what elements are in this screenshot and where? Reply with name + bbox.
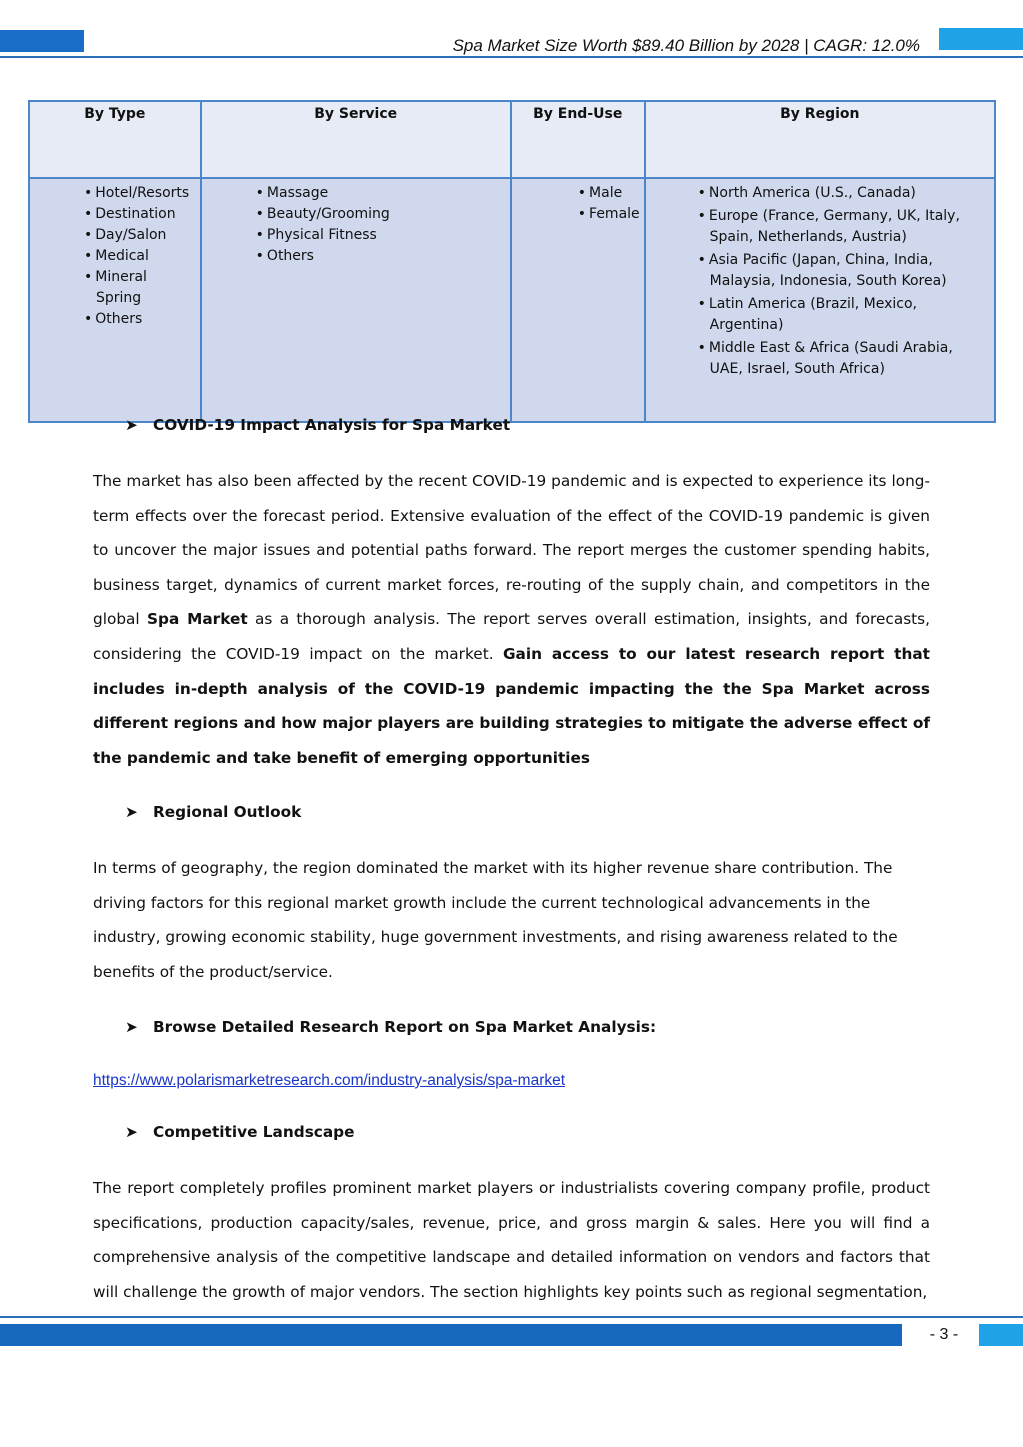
arrow-bullet-icon: ➤ [125, 1018, 138, 1036]
table-body-row [29, 178, 995, 422]
list-item: • Latin America (Brazil, Mexico, Argentina) [696, 294, 990, 336]
cell-by-type [29, 178, 201, 422]
paragraph-competitive: The report completely profiles prominent market players or industrialists covering company profile, product specifications, production capacity/sales, revenue, price, and gross margin & sales. Here you will find a comprehensive analysis of the competitive landscape and detailed information on vendors and factors that will challenge the growth of major vendors. The section highlights key points such as regional segmentation, [93, 1179, 930, 1301]
list-item: • Male [576, 183, 640, 204]
heading-text: Competitive Landscape [153, 1123, 355, 1141]
paragraph-regional: In terms of geography, the region dominated the market with its higher revenue share contribution. The driving factors for this regional market growth include the current technological advancements in the industry, growing economic stability, huge government investments, and rising awareness related to the benefits of the product/service. [93, 859, 898, 981]
arrow-bullet-icon: ➤ [125, 803, 138, 821]
segmentation-table [28, 100, 996, 423]
list-item: • North America (U.S., Canada) [696, 183, 990, 204]
arrow-bullet-icon: ➤ [125, 416, 138, 434]
header-rule [0, 56, 1023, 58]
header-left-accent [0, 30, 84, 52]
section-heading-covid [125, 416, 510, 434]
list-item: • Asia Pacific (Japan, China, India, Malaysia, Indonesia, South Korea) [696, 250, 990, 292]
header-by-region: By Region [645, 101, 995, 178]
list-item: • Hotel/Resorts [82, 183, 196, 204]
footer-bar [0, 1324, 902, 1346]
header-by-type: By Type [29, 101, 201, 178]
paragraph-covid [93, 464, 930, 775]
paragraph-bold-keyword: Spa Market [147, 610, 248, 629]
page-header-title: Spa Market Size Worth $89.40 Billion by 2028 | CAGR: 12.0% [452, 36, 920, 55]
heading-text: Browse Detailed Research Report on Spa Market Analysis: [153, 1018, 657, 1036]
arrow-bullet-icon: ➤ [125, 1123, 138, 1141]
footer-right-accent [979, 1324, 1023, 1346]
list-item: • Female [576, 204, 640, 225]
section-heading-competitive [125, 1123, 355, 1141]
list-item: • Others [254, 246, 506, 267]
header-by-service: By Service [201, 101, 511, 178]
cell-by-service [201, 178, 511, 422]
report-link[interactable]: https://www.polarismarketresearch.com/industry-analysis/spa-market [93, 1072, 566, 1089]
list-item: • Massage [254, 183, 506, 204]
header-by-end-use: By End-Use [511, 101, 645, 178]
list-item: • Destination [82, 204, 196, 225]
heading-text: Regional Outlook [153, 803, 302, 821]
section-heading-regional [125, 803, 301, 821]
cell-by-end-use [511, 178, 645, 422]
page-number: - 3 - [929, 1326, 959, 1343]
heading-text: COVID-19 Impact Analysis for Spa Market [153, 416, 511, 434]
header-right-accent [939, 28, 1023, 50]
list-item: • Medical [82, 246, 196, 267]
table-header-row [29, 101, 995, 178]
cell-by-region [645, 178, 995, 422]
list-item: • Middle East & Africa (Saudi Arabia, UAE, Israel, South Africa) [696, 338, 990, 380]
paragraph-text: as a thorough analysis. The report serves overall estimation, insights, and forecasts, considering the COVID-19 impact on the market. [93, 610, 931, 663]
section-heading-browse [125, 1018, 656, 1036]
list-item: • Day/Salon [82, 225, 196, 246]
list-item: • Mineral Spring [82, 267, 196, 309]
paragraph-bold-cta: Gain access to our latest research report that includes in-depth analysis of the COVID-19 pandemic impacting the the Spa Market across different regions and how major players are building strategies to mitigate the adverse effect of the pandemic and take benefit of emerging opportunities [93, 644, 930, 767]
list-item: • Physical Fitness [254, 225, 506, 246]
list-item: • Europe (France, Germany, UK, Italy, Spain, Netherlands, Austria) [696, 206, 990, 248]
list-item: • Others [82, 309, 196, 330]
list-item: • Beauty/Grooming [254, 204, 506, 225]
footer-rule [0, 1316, 1023, 1318]
paragraph-text: The market has also been affected by the recent COVID-19 pandemic and is expected to experience its long-term effects over the forecast period. Extensive evaluation of the effect of the COVID-19 pandemic is given to uncover the major issues and potential paths forward. The report merges the customer spending habits, business target, dynamics of current market forces, re-routing of the supply chain, and competitors in the global [93, 472, 930, 629]
